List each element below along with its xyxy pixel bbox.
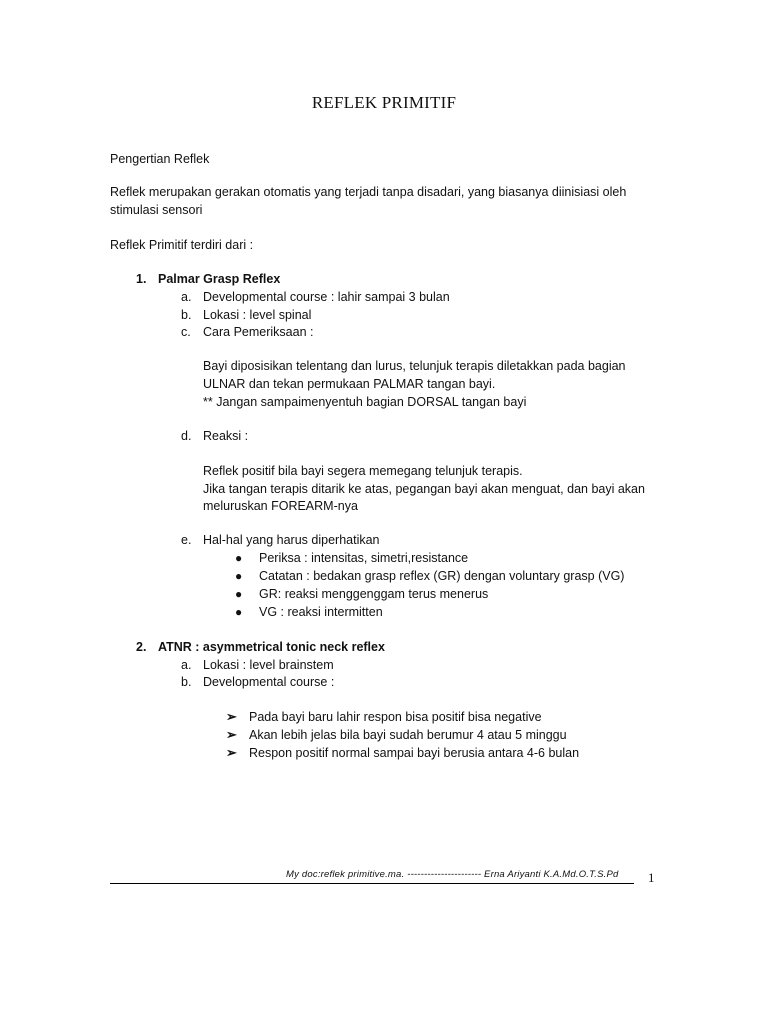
item-1d-paragraph-line-1: Reflek positif bila bayi segera memegang telunjuk terapis. <box>203 464 523 478</box>
item-1d-text: Reaksi : <box>203 429 249 443</box>
bullet-item: VG : reaksi intermitten <box>259 605 383 619</box>
footer-divider <box>110 883 634 884</box>
item-1-title: Palmar Grasp Reflex <box>158 272 281 286</box>
item-2a-letter: a. <box>181 658 192 672</box>
bullet-icon: ● <box>235 551 243 565</box>
bullet-item: GR: reaksi menggenggam terus menerus <box>259 587 489 601</box>
bullet-icon: ● <box>235 569 243 583</box>
item-1c-paragraph-line-2: ULNAR dan tekan permukaan PALMAR tangan bayi. <box>203 377 496 391</box>
definition-line-1: Reflek merupakan gerakan otomatis yang terjadi tanpa disadari, yang biasanya diinisiasi oleh <box>110 185 627 199</box>
bullet-item: Periksa : intensitas, simetri,resistance <box>259 551 469 565</box>
item-2-title: ATNR : asymmetrical tonic neck reflex <box>158 640 385 654</box>
item-1c-paragraph-line-1: Bayi diposisikan telentang dan lurus, telunjuk terapis diletakkan pada bagian <box>203 359 626 373</box>
item-1c-text: Cara Pemeriksaan : <box>203 325 314 339</box>
definition-line-2: stimulasi sensori <box>110 203 203 217</box>
item-2b-letter: b. <box>181 675 192 689</box>
item-1d-paragraph-line-3: meluruskan FOREARM-nya <box>203 499 358 513</box>
bullet-icon: ● <box>235 587 243 601</box>
item-2-number: 2. <box>136 640 147 654</box>
arrow-item: Respon positif normal sampai bayi berusia antara 4-6 bulan <box>249 746 580 760</box>
footer-text: My doc:reflek primitive.ma. ---------------------- Erna Ariyanti K.A.Md.O.T.S.Pd <box>286 869 619 880</box>
item-1e-text: Hal-hal yang harus diperhatikan <box>203 533 380 547</box>
item-1c-letter: c. <box>181 325 191 339</box>
item-1d-letter: d. <box>181 429 192 443</box>
arrow-bullet-icon: ➢ <box>226 709 237 724</box>
page-number: 1 <box>648 870 655 885</box>
bullet-icon: ● <box>235 605 243 619</box>
item-1b-text: Lokasi : level spinal <box>203 308 312 322</box>
document-title: REFLEK PRIMITIF <box>311 93 457 112</box>
heading-pengertian: Pengertian Reflek <box>110 152 210 166</box>
item-1-number: 1. <box>136 272 147 286</box>
item-1d-paragraph-line-2: Jika tangan terapis ditarik ke atas, pegangan bayi akan menguat, dan bayi akan <box>203 482 645 496</box>
arrow-item: Akan lebih jelas bila bayi sudah berumur 4 atau 5 minggu <box>249 728 567 742</box>
arrow-bullet-icon: ➢ <box>226 727 237 742</box>
item-1b-letter: b. <box>181 308 192 322</box>
list-intro: Reflek Primitif terdiri dari : <box>110 238 254 252</box>
bullet-item: Catatan : bedakan grasp reflex (GR) dengan voluntary grasp (VG) <box>259 569 625 583</box>
item-2a-text: Lokasi : level brainstem <box>203 658 334 672</box>
item-1a-letter: a. <box>181 290 192 304</box>
arrow-item: Pada bayi baru lahir respon bisa positif bisa negative <box>249 710 542 724</box>
item-1a-text: Developmental course : lahir sampai 3 bulan <box>203 290 450 304</box>
item-1c-paragraph-line-3: ** Jangan sampaimenyentuh bagian DORSAL tangan bayi <box>203 395 527 409</box>
arrow-bullet-icon: ➢ <box>226 745 237 760</box>
item-2b-text: Developmental course : <box>203 675 335 689</box>
item-1e-letter: e. <box>181 533 192 547</box>
